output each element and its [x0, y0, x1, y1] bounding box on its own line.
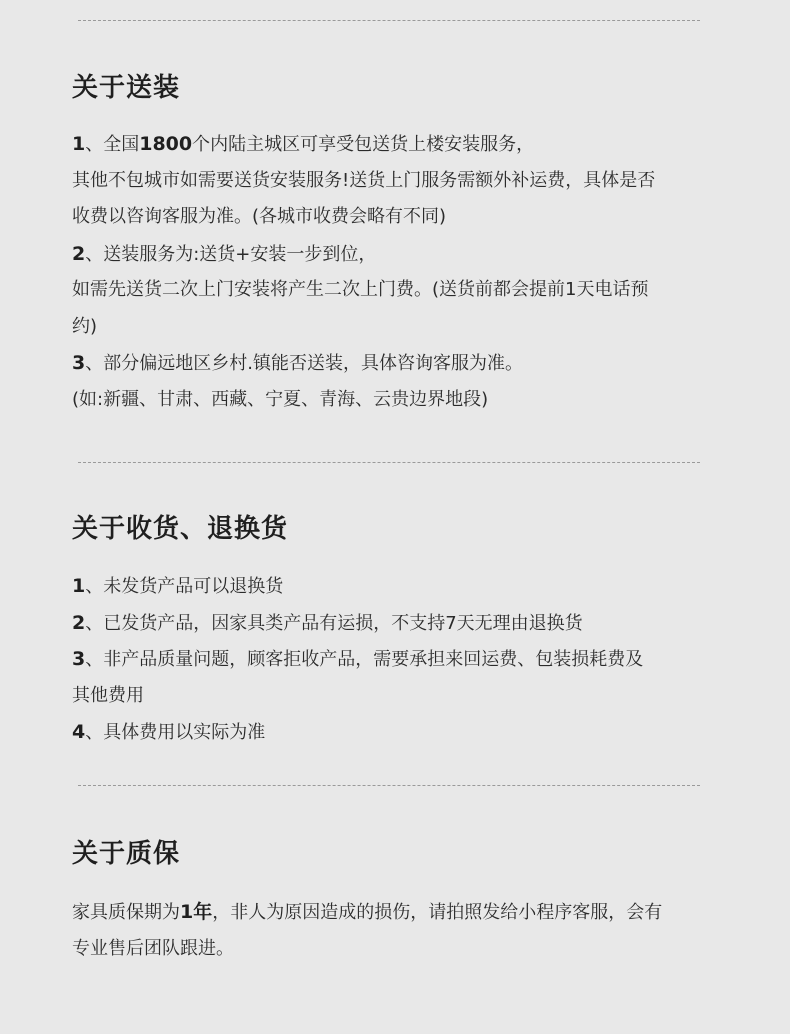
line-item — [72, 894, 722, 931]
line-text: 其他费用 — [72, 684, 144, 706]
line-text: 、非产品质量问题，顾客拒收产品，需要承担来回运费、包装损耗费及 — [85, 649, 644, 670]
line-item — [72, 199, 722, 236]
line-item — [72, 163, 722, 200]
item-number: 1 — [72, 133, 86, 155]
section-lines — [72, 568, 722, 751]
highlight-number: 1年 — [180, 901, 213, 923]
line-text: 、全国 — [85, 134, 140, 155]
section-divider — [78, 20, 700, 21]
line-item — [72, 345, 722, 382]
line-text: 、部分偏远地区乡村.镇能否送装，具体咨询客服为准。 — [85, 353, 523, 374]
line-text: 、送装服务为:送货+安装一步到位， — [85, 243, 377, 265]
highlight-number: 1800 — [139, 133, 193, 155]
line-item — [72, 568, 722, 605]
line-text: ，非人为原因造成的损伤，请拍照发给小程序客服，会有 — [212, 902, 663, 923]
line-item — [72, 126, 722, 163]
item-number: 3 — [72, 352, 86, 374]
line-item — [72, 714, 722, 751]
section-title: 关于质保 — [72, 839, 181, 869]
line-text: 约) — [72, 315, 98, 337]
section-lines — [72, 894, 722, 967]
line-text: 专业售后团队跟进。 — [72, 937, 234, 959]
item-number: 4 — [72, 721, 86, 743]
section-title: 关于送装 — [72, 73, 181, 103]
line-text: 个内陆主城区可享受包送货上楼安装服务， — [192, 134, 535, 155]
line-item — [72, 236, 722, 273]
line-text: (如:新疆、甘肃、西藏、宁夏、青海、云贵边界地段) — [72, 388, 489, 410]
line-item — [72, 382, 722, 419]
item-number: 3 — [72, 648, 86, 670]
line-item — [72, 309, 722, 346]
line-text: 收费以咨询客服为准。(各城市收费会略有不同) — [72, 206, 447, 227]
line-item — [72, 931, 722, 968]
item-number: 2 — [72, 611, 86, 634]
line-text: 、已发货产品，因家具类产品有运损，不支持7天无理由退换货 — [85, 612, 583, 634]
section-divider — [78, 785, 700, 786]
line-item — [72, 678, 722, 715]
line-text: 其他不包城市如需要送货安装服务!送货上门服务需额外补运费，具体是否 — [72, 169, 656, 191]
line-item — [72, 605, 722, 642]
section-delivery-installation — [72, 70, 722, 418]
line-item — [72, 272, 722, 309]
item-number: 2 — [72, 242, 86, 265]
line-item — [72, 641, 722, 678]
line-text: 家具质保期为 — [72, 902, 180, 923]
section-lines — [72, 126, 722, 418]
line-text: 如需先送货二次上门安装将产生二次上门费。(送货前都会提前1天电话预 — [72, 279, 649, 300]
line-text: 、具体费用以实际为准 — [85, 722, 266, 743]
section-receipt-return — [72, 511, 722, 751]
section-title: 关于收货、退换货 — [72, 514, 289, 544]
section-divider — [78, 462, 700, 463]
line-text: 、未发货产品可以退换货 — [85, 576, 284, 597]
item-number: 1 — [72, 575, 86, 597]
section-warranty — [72, 836, 722, 967]
